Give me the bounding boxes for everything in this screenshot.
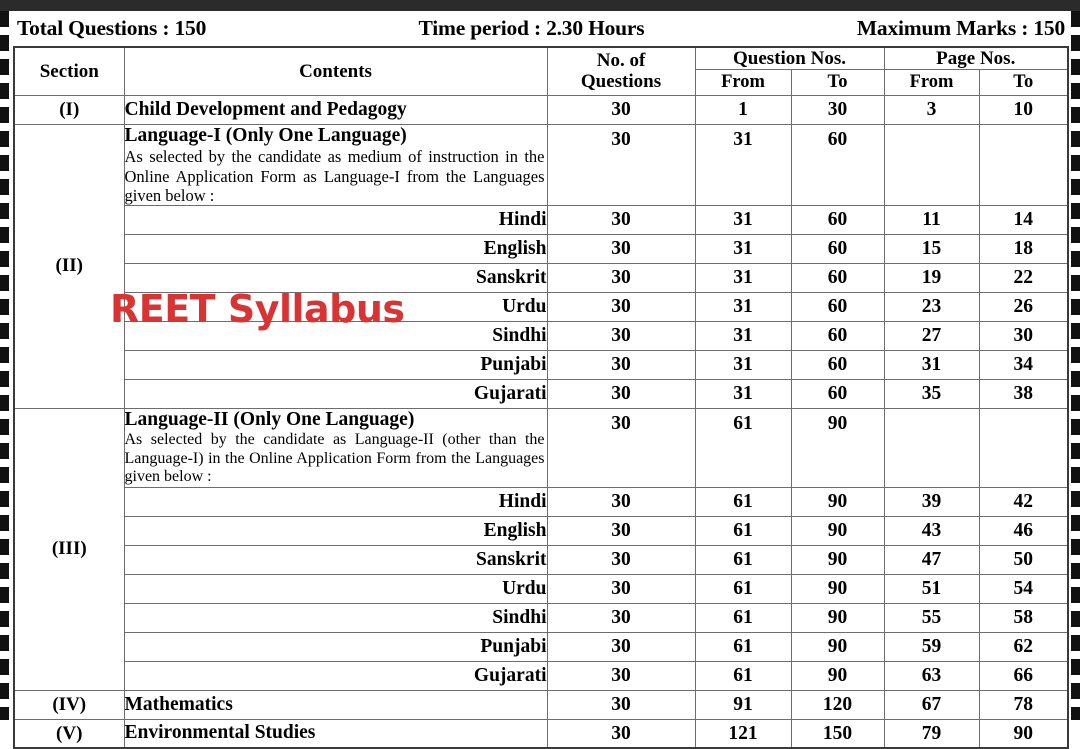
table-row-group-language-1	[14, 124, 1068, 205]
row-language-name: Sindhi	[124, 603, 547, 632]
row-page-from: 27	[884, 321, 979, 350]
row-no-of-questions: 30	[547, 632, 695, 661]
row-page-from: 59	[884, 632, 979, 661]
row-no-of-questions: 30	[547, 690, 695, 719]
row-page-from: 35	[884, 379, 979, 408]
table-row	[14, 632, 1068, 661]
row-no-of-questions: 30	[547, 574, 695, 603]
row-page-to: 14	[979, 205, 1068, 234]
row-page-from: 31	[884, 350, 979, 379]
row-page-to: 90	[979, 719, 1068, 748]
table-row	[14, 95, 1068, 124]
row-question-to: 60	[791, 205, 884, 234]
row-no-of-questions: 30	[547, 719, 695, 748]
row-contents-title: Environmental Studies	[124, 722, 316, 744]
row-question-to: 90	[791, 545, 884, 574]
row-question-from: 31	[695, 292, 791, 321]
table-row	[14, 690, 1068, 719]
table-body	[14, 95, 1068, 748]
row-no-of-questions: 30	[547, 292, 695, 321]
row-page-to: 66	[979, 661, 1068, 690]
row-no-of-questions: 30	[547, 408, 695, 487]
row-page-from	[884, 124, 979, 205]
row-page-from: 19	[884, 263, 979, 292]
row-question-from: 121	[695, 719, 791, 748]
table-row	[14, 603, 1068, 632]
header-no-of-questions	[547, 47, 695, 95]
table-row	[14, 661, 1068, 690]
row-no-of-questions: 30	[547, 379, 695, 408]
row-question-from: 61	[695, 632, 791, 661]
row-no-of-questions: 30	[547, 263, 695, 292]
row-question-from: 31	[695, 379, 791, 408]
row-question-from: 1	[695, 95, 791, 124]
row-question-to: 60	[791, 350, 884, 379]
row-no-of-questions: 30	[547, 545, 695, 574]
row-page-to: 26	[979, 292, 1068, 321]
exam-info-bar	[9, 11, 1071, 46]
row-no-of-questions: 30	[547, 205, 695, 234]
syllabus-table	[13, 46, 1069, 749]
table-row	[14, 545, 1068, 574]
row-question-to: 30	[791, 95, 884, 124]
row-page-to	[979, 408, 1068, 487]
scan-right-edge	[1071, 11, 1080, 720]
row-page-from	[884, 408, 979, 487]
row-page-from: 79	[884, 719, 979, 748]
row-section: (III)	[14, 408, 124, 690]
scan-top-band	[0, 0, 1080, 11]
row-question-from: 31	[695, 263, 791, 292]
row-contents-title: Mathematics	[124, 693, 233, 715]
row-page-to: 34	[979, 350, 1068, 379]
row-page-from: 55	[884, 603, 979, 632]
table-row	[14, 487, 1068, 516]
row-page-to: 38	[979, 379, 1068, 408]
row-language-name: Hindi	[124, 487, 547, 516]
row-page-to: 46	[979, 516, 1068, 545]
row-page-from: 47	[884, 545, 979, 574]
row-question-to: 60	[791, 292, 884, 321]
row-page-to: 10	[979, 95, 1068, 124]
row-page-from: 3	[884, 95, 979, 124]
row-question-from: 61	[695, 408, 791, 487]
row-no-of-questions: 30	[547, 603, 695, 632]
row-question-to: 60	[791, 263, 884, 292]
row-language-name: Urdu	[124, 574, 547, 603]
row-no-of-questions: 30	[547, 234, 695, 263]
row-language-name: Sanskrit	[124, 545, 547, 574]
table-row	[14, 574, 1068, 603]
total-questions-label: Total Questions : 150	[17, 16, 207, 40]
row-page-from: 11	[884, 205, 979, 234]
row-page-from: 39	[884, 487, 979, 516]
header-row-main	[14, 47, 1068, 70]
row-language-name: Punjabi	[124, 350, 547, 379]
row-page-to: 30	[979, 321, 1068, 350]
reet-syllabus-watermark: REET Syllabus	[110, 287, 405, 331]
table-row	[14, 234, 1068, 263]
header-question-to: To	[791, 70, 884, 96]
table-row	[14, 263, 1068, 292]
row-contents-title: Language-II (Only One Language)	[124, 408, 415, 430]
table-row	[14, 516, 1068, 545]
row-page-to: 22	[979, 263, 1068, 292]
table-row-group-language-2	[14, 408, 1068, 487]
row-section: (IV)	[14, 690, 124, 719]
row-language-name: English	[124, 516, 547, 545]
row-page-from: 67	[884, 690, 979, 719]
row-page-from: 15	[884, 234, 979, 263]
row-page-to: 18	[979, 234, 1068, 263]
time-period-label: Time period : 2.30 Hours	[418, 16, 645, 40]
row-question-to: 90	[791, 516, 884, 545]
row-question-from: 61	[695, 545, 791, 574]
row-contents-title: Child Development and Pedagogy	[124, 98, 407, 120]
header-question-from: From	[695, 70, 791, 96]
row-page-from: 23	[884, 292, 979, 321]
row-contents-title: Language-I (Only One Language)	[124, 124, 407, 146]
row-question-from: 61	[695, 603, 791, 632]
row-page-from: 51	[884, 574, 979, 603]
row-page-to: 54	[979, 574, 1068, 603]
row-contents	[124, 408, 547, 487]
row-page-to: 58	[979, 603, 1068, 632]
row-no-of-questions: 30	[547, 487, 695, 516]
row-question-from: 61	[695, 487, 791, 516]
row-contents	[124, 124, 547, 205]
row-question-to: 60	[791, 379, 884, 408]
row-language-name: Hindi	[124, 205, 547, 234]
row-language-name: Sindhi	[124, 321, 547, 350]
row-language-name: Urdu	[124, 292, 547, 321]
table-header	[14, 47, 1068, 95]
row-question-to: 60	[791, 234, 884, 263]
row-language-name: Gujarati	[124, 661, 547, 690]
row-page-to: 78	[979, 690, 1068, 719]
row-page-to	[979, 124, 1068, 205]
row-contents-description: As selected by the candidate as medium of instruction in the Online Application Form as Language-I from the Languages given below :	[124, 147, 545, 205]
row-no-of-questions: 30	[547, 95, 695, 124]
table-row	[14, 205, 1068, 234]
header-noq-line1: No. of	[596, 50, 646, 72]
header-page-to: To	[979, 70, 1068, 96]
header-page-from: From	[884, 70, 979, 96]
row-section: (II)	[14, 124, 124, 408]
row-question-to: 90	[791, 487, 884, 516]
table-row	[14, 321, 1068, 350]
row-no-of-questions: 30	[547, 516, 695, 545]
row-page-from: 43	[884, 516, 979, 545]
row-page-to: 62	[979, 632, 1068, 661]
row-question-to: 120	[791, 690, 884, 719]
row-page-to: 42	[979, 487, 1068, 516]
row-no-of-questions: 30	[547, 321, 695, 350]
row-contents	[124, 690, 547, 719]
row-question-from: 61	[695, 574, 791, 603]
header-section: Section	[14, 47, 124, 95]
header-page-nos: Page Nos.	[884, 47, 1068, 70]
row-page-to: 50	[979, 545, 1068, 574]
row-language-name: Sanskrit	[124, 263, 547, 292]
row-language-name: Punjabi	[124, 632, 547, 661]
maximum-marks-label: Maximum Marks : 150	[856, 16, 1065, 40]
row-contents-description: As selected by the candidate as Language-II (other than the Language-I) in the Online Application Form from the Languages given below :	[124, 431, 545, 486]
row-question-to: 90	[791, 574, 884, 603]
document-sheet	[9, 11, 1071, 744]
header-contents: Contents	[124, 47, 547, 95]
row-question-to: 90	[791, 632, 884, 661]
row-question-to: 90	[791, 661, 884, 690]
row-no-of-questions: 30	[547, 350, 695, 379]
row-page-from: 63	[884, 661, 979, 690]
row-question-from: 31	[695, 124, 791, 205]
header-question-nos: Question Nos.	[695, 47, 884, 70]
row-question-from: 31	[695, 321, 791, 350]
row-contents	[124, 719, 547, 748]
table-row	[14, 719, 1068, 748]
table-row	[14, 292, 1068, 321]
row-section: (V)	[14, 719, 124, 748]
row-question-from: 61	[695, 661, 791, 690]
row-no-of-questions: 30	[547, 124, 695, 205]
row-question-to: 60	[791, 124, 884, 205]
row-no-of-questions: 30	[547, 661, 695, 690]
row-question-to: 60	[791, 321, 884, 350]
row-question-to: 90	[791, 603, 884, 632]
row-question-from: 31	[695, 205, 791, 234]
table-row	[14, 379, 1068, 408]
row-question-from: 31	[695, 234, 791, 263]
header-noq-line2: Questions	[580, 71, 662, 93]
row-question-to: 90	[791, 408, 884, 487]
row-section: (I)	[14, 95, 124, 124]
row-question-from: 61	[695, 516, 791, 545]
row-question-from: 91	[695, 690, 791, 719]
row-question-to: 150	[791, 719, 884, 748]
scan-left-edge	[0, 11, 9, 720]
row-contents	[124, 95, 547, 124]
row-language-name: English	[124, 234, 547, 263]
row-language-name: Gujarati	[124, 379, 547, 408]
row-question-from: 31	[695, 350, 791, 379]
table-row	[14, 350, 1068, 379]
